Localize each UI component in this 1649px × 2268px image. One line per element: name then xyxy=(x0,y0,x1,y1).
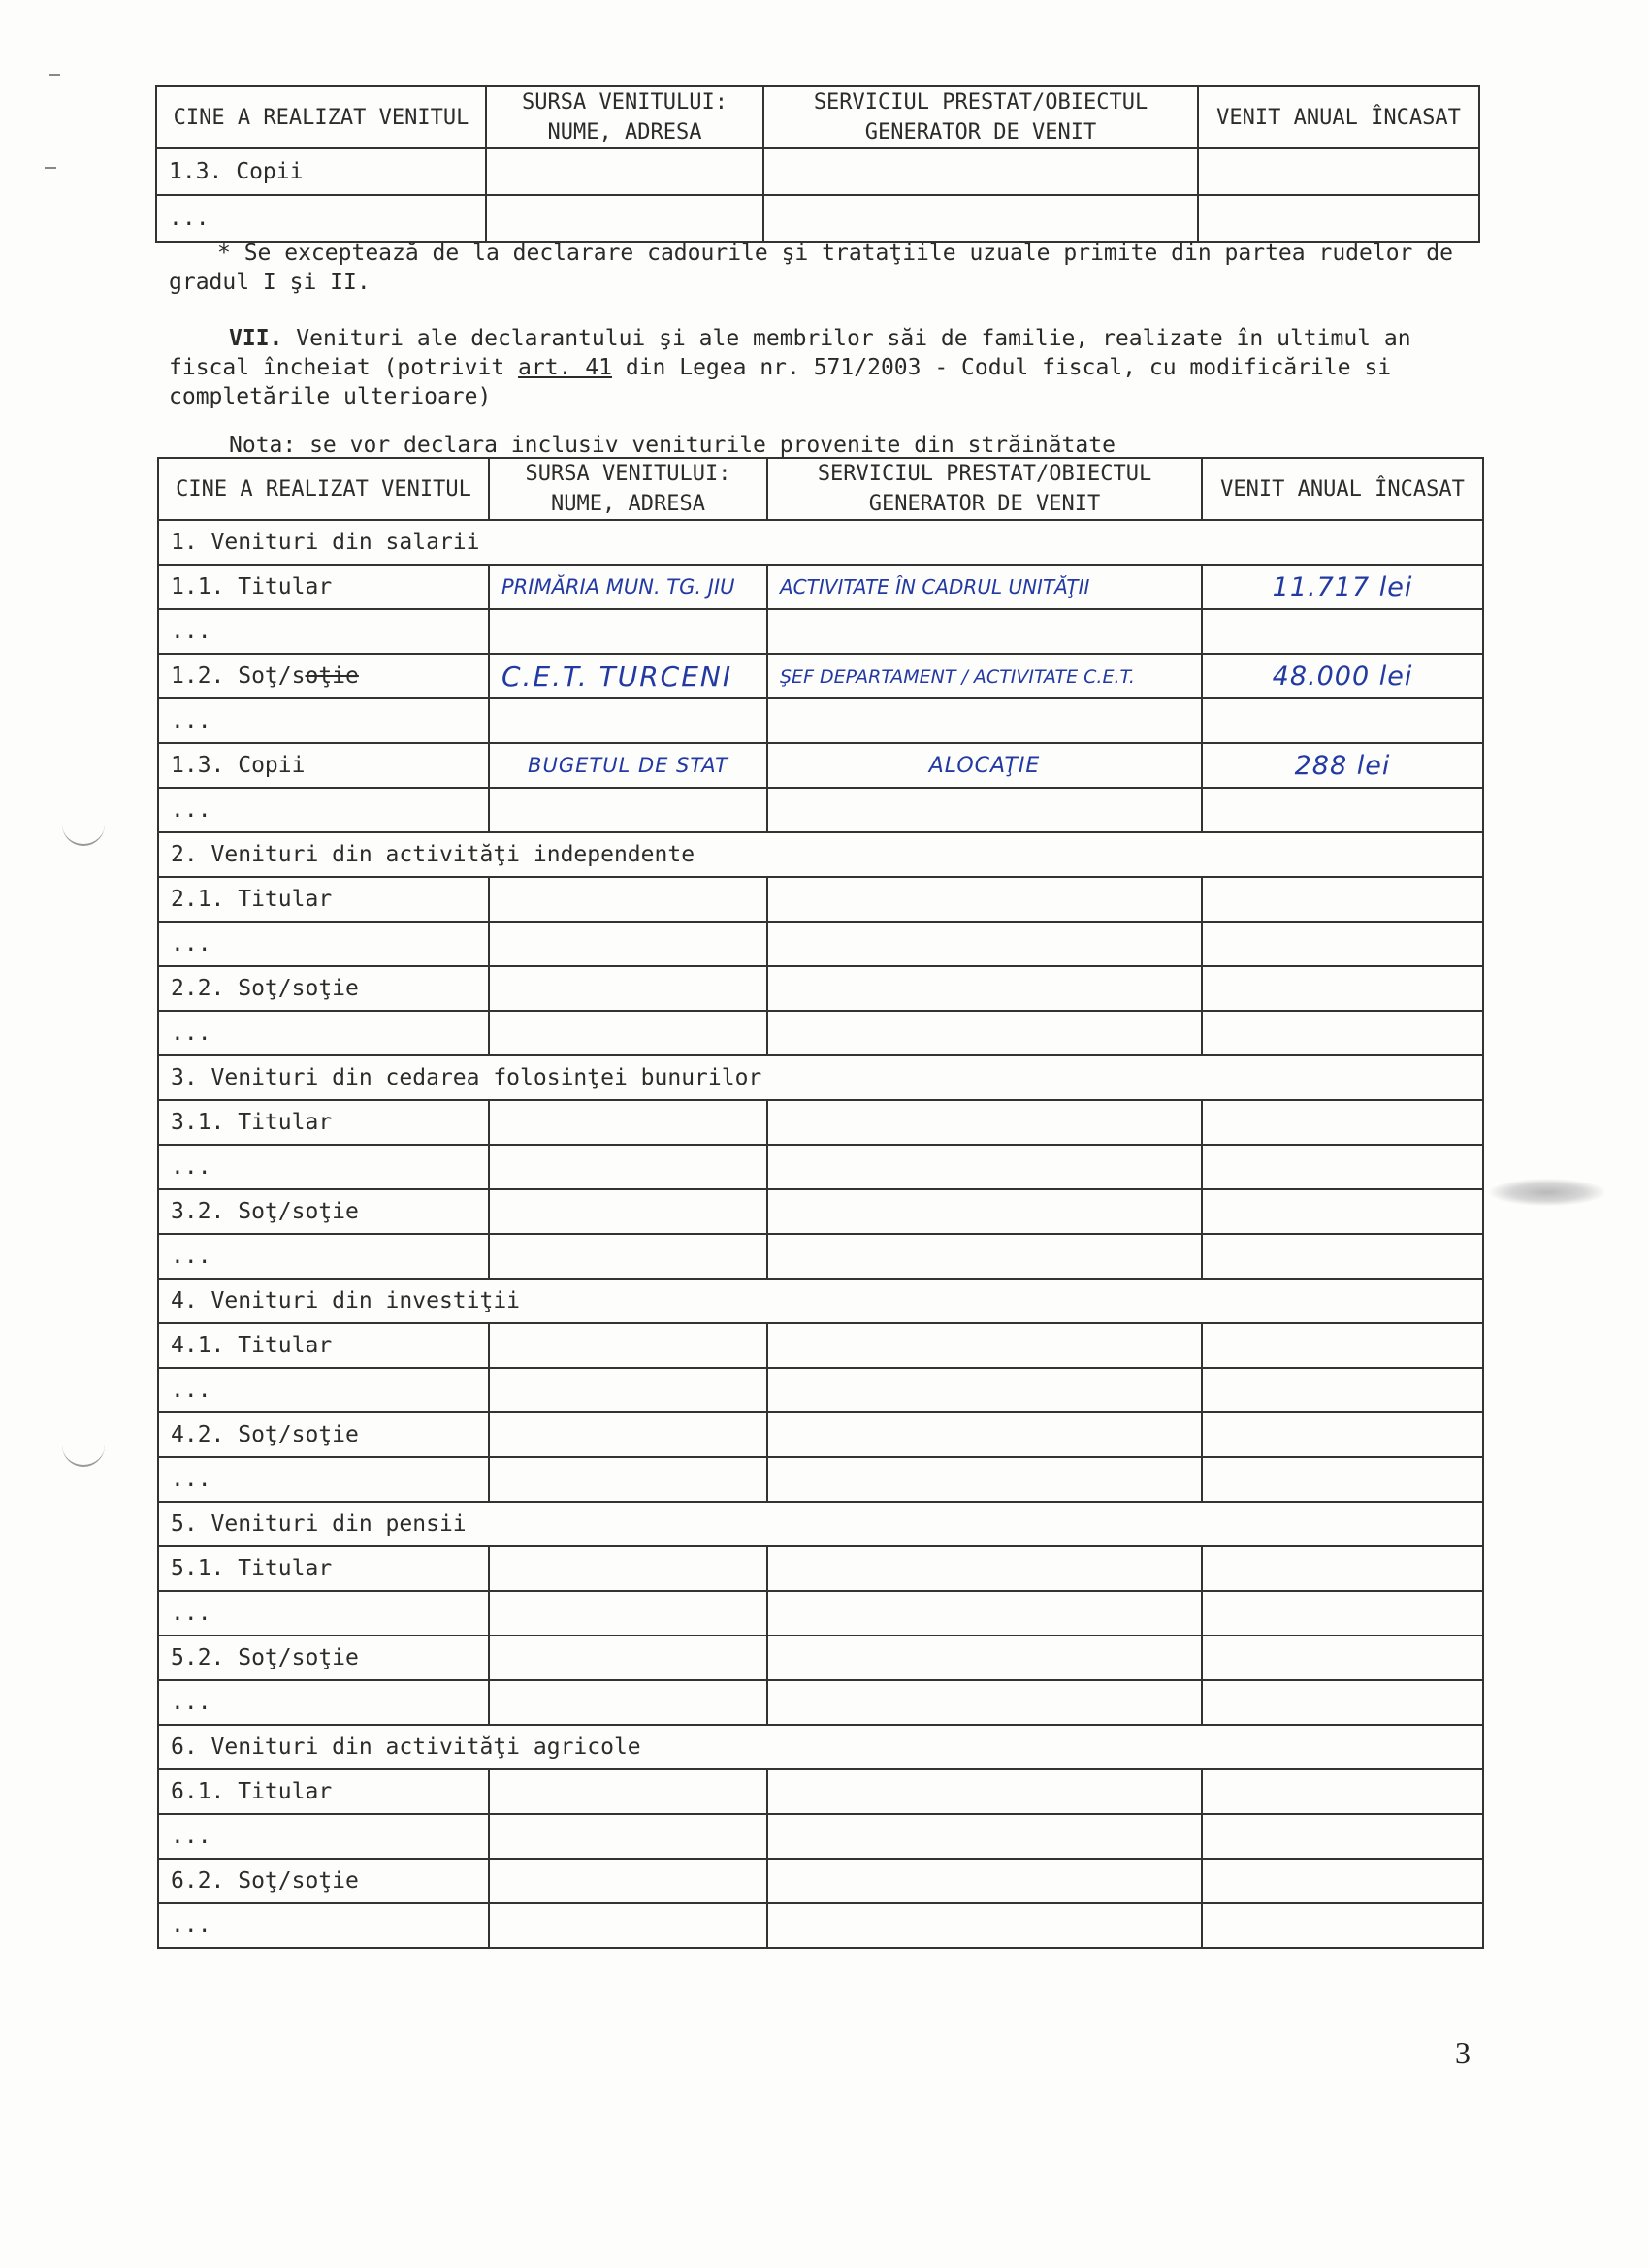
income-cell xyxy=(1202,1591,1483,1636)
table-row xyxy=(158,1323,1483,1368)
row-label: 3.1. Titular xyxy=(158,1100,489,1145)
source-cell xyxy=(489,698,767,743)
service-cell xyxy=(767,1769,1202,1814)
source-cell xyxy=(486,195,763,242)
income-cell xyxy=(1202,1189,1483,1234)
service-cell xyxy=(767,922,1202,966)
struck-text: oţie xyxy=(305,664,359,689)
income-cell xyxy=(1202,1011,1483,1055)
row-label: 5.2. Soţ/soţie xyxy=(158,1636,489,1680)
table-row xyxy=(158,1368,1483,1412)
income-cell xyxy=(1202,609,1483,654)
row-label: ... xyxy=(158,1680,489,1725)
table-row xyxy=(158,1636,1483,1680)
table-row xyxy=(158,1412,1483,1457)
row-label: 6.2. Soţ/soţie xyxy=(158,1859,489,1903)
income-cell xyxy=(1202,788,1483,832)
table-row xyxy=(158,1145,1483,1189)
section-title: 1. Venituri din salarii xyxy=(158,520,1483,565)
row-label: ... xyxy=(158,922,489,966)
source-cell xyxy=(489,1234,767,1279)
row-label: ... xyxy=(158,698,489,743)
table-row xyxy=(156,195,1479,242)
service-cell xyxy=(767,1234,1202,1279)
row-label: ... xyxy=(158,609,489,654)
service-cell xyxy=(767,698,1202,743)
source-cell xyxy=(489,1814,767,1859)
table-row xyxy=(158,877,1483,922)
row-label: 5.1. Titular xyxy=(158,1546,489,1591)
row-label: 1.3. Copii xyxy=(158,743,489,788)
punch-hole-mark xyxy=(62,823,105,846)
handwritten-service: ŞEF DEPARTAMENT / ACTIVITATE C.E.T. xyxy=(780,666,1135,688)
foreign-income-note: Nota: se vor declara inclusiv veniturile provenite din străinătate xyxy=(229,433,1116,458)
table-row xyxy=(158,788,1483,832)
table-row xyxy=(158,1591,1483,1636)
source-cell xyxy=(489,1680,767,1725)
income-table xyxy=(157,457,1484,1949)
section-row-agricultural xyxy=(158,1725,1483,1769)
income-cell xyxy=(1202,877,1483,922)
source-cell xyxy=(489,877,767,922)
service-cell xyxy=(767,565,1202,609)
row-label: ... xyxy=(158,1011,489,1055)
scan-smudge xyxy=(1489,1179,1605,1206)
section-title: 3. Venituri din cedarea folosinţei bunurilor xyxy=(158,1055,1483,1100)
row-label: ... xyxy=(156,195,486,242)
source-cell xyxy=(489,565,767,609)
row-label: 1.1. Titular xyxy=(158,565,489,609)
service-cell xyxy=(767,1814,1202,1859)
source-cell xyxy=(489,788,767,832)
section-title: 4. Venituri din investiţii xyxy=(158,1279,1483,1323)
page-number: 3 xyxy=(1455,2035,1471,2070)
income-cell xyxy=(1202,1636,1483,1680)
service-cell xyxy=(767,654,1202,698)
handwritten-source: PRIMĂRIA MUN. TG. JIU xyxy=(501,575,735,599)
row-label: ... xyxy=(158,1591,489,1636)
article-41-link[interactable]: art. 41 xyxy=(518,355,612,380)
row-label: ... xyxy=(158,1457,489,1502)
source-cell xyxy=(489,1145,767,1189)
service-cell xyxy=(767,1011,1202,1055)
handwritten-source: C.E.T. TURCENI xyxy=(501,660,733,693)
service-cell xyxy=(767,1457,1202,1502)
table-row xyxy=(158,966,1483,1011)
income-cell xyxy=(1202,743,1483,788)
table-row xyxy=(158,698,1483,743)
source-cell xyxy=(489,1591,767,1636)
service-cell xyxy=(763,148,1198,195)
service-cell xyxy=(767,966,1202,1011)
service-cell xyxy=(767,1859,1202,1903)
income-cell xyxy=(1202,1769,1483,1814)
row-label: 1.3. Copii xyxy=(156,148,486,195)
row-label: ... xyxy=(158,1903,489,1948)
service-cell xyxy=(767,1680,1202,1725)
section-title: 2. Venituri din activităţi independente xyxy=(158,832,1483,877)
source-cell xyxy=(489,1859,767,1903)
source-cell xyxy=(489,1011,767,1055)
source-cell xyxy=(489,1323,767,1368)
table-row xyxy=(158,1189,1483,1234)
source-cell xyxy=(489,1636,767,1680)
income-cell xyxy=(1202,1859,1483,1903)
source-cell xyxy=(489,922,767,966)
service-cell xyxy=(767,877,1202,922)
service-cell xyxy=(767,1189,1202,1234)
col-header-service: SERVICIUL PRESTAT/OBIECTUL GENERATOR DE VENIT xyxy=(763,86,1198,148)
service-cell xyxy=(767,1368,1202,1412)
income-cell xyxy=(1202,654,1483,698)
source-cell xyxy=(489,654,767,698)
section-row-investments xyxy=(158,1279,1483,1323)
row-label: ... xyxy=(158,1145,489,1189)
col-header-source: SURSA VENITULUI: NUME, ADRESA xyxy=(489,458,767,520)
handwritten-income: 11.717 lei xyxy=(1272,571,1413,602)
table-row xyxy=(158,922,1483,966)
handwritten-source: BUGETUL DE STAT xyxy=(528,754,728,777)
service-cell xyxy=(767,1546,1202,1591)
table-row xyxy=(158,1100,1483,1145)
income-cell xyxy=(1202,1814,1483,1859)
scan-mark xyxy=(48,74,60,76)
table-row xyxy=(158,743,1483,788)
table-row xyxy=(158,1769,1483,1814)
row-label: 3.2. Soţ/soţie xyxy=(158,1189,489,1234)
table-header-row xyxy=(156,86,1479,148)
handwritten-service: ACTIVITATE ÎN CADRUL UNITĂŢII xyxy=(780,575,1090,599)
income-cell xyxy=(1202,1145,1483,1189)
section-vii-paragraph xyxy=(169,324,1478,411)
row-label: ... xyxy=(158,1368,489,1412)
income-cell xyxy=(1202,1234,1483,1279)
service-cell xyxy=(767,1412,1202,1457)
source-cell xyxy=(489,1546,767,1591)
row-label: ... xyxy=(158,1814,489,1859)
income-cell xyxy=(1202,698,1483,743)
source-cell xyxy=(489,609,767,654)
table-row xyxy=(158,1457,1483,1502)
source-cell xyxy=(489,1903,767,1948)
table-row xyxy=(156,148,1479,195)
table-row xyxy=(158,1680,1483,1725)
source-cell xyxy=(489,1769,767,1814)
row-label xyxy=(158,654,489,698)
row-label: 4.2. Soţ/soţie xyxy=(158,1412,489,1457)
table-row xyxy=(158,1546,1483,1591)
service-cell xyxy=(767,1591,1202,1636)
income-cell xyxy=(1202,565,1483,609)
section-vii-text: Venituri ale declarantului şi ale membrilor săi de familie, realizate în ultimul an fiscal încheiat (potrivit xyxy=(169,326,1411,380)
income-cell xyxy=(1202,1680,1483,1725)
scan-mark xyxy=(45,167,56,169)
service-cell xyxy=(763,195,1198,242)
handwritten-service: ALOCAŢIE xyxy=(928,754,1041,778)
col-header-service: SERVICIUL PRESTAT/OBIECTUL GENERATOR DE VENIT xyxy=(767,458,1202,520)
col-header-income: VENIT ANUAL ÎNCASAT xyxy=(1198,86,1479,148)
service-cell xyxy=(767,788,1202,832)
income-cell xyxy=(1202,1412,1483,1457)
table-row xyxy=(158,1859,1483,1903)
income-cell xyxy=(1202,1457,1483,1502)
service-cell xyxy=(767,1100,1202,1145)
section-vii-text-after: din Legea nr. 571/2003 - Codul fiscal, cu modificările si completările ulterioare) xyxy=(169,355,1392,409)
row-label: 4.1. Titular xyxy=(158,1323,489,1368)
source-cell xyxy=(489,966,767,1011)
source-cell xyxy=(489,1368,767,1412)
service-cell xyxy=(767,1903,1202,1948)
section-row-independent xyxy=(158,832,1483,877)
row-label: 2.2. Soţ/soţie xyxy=(158,966,489,1011)
row-label: ... xyxy=(158,1234,489,1279)
table-row xyxy=(158,1011,1483,1055)
income-cell xyxy=(1202,1903,1483,1948)
income-cell xyxy=(1198,148,1479,195)
service-cell xyxy=(767,1145,1202,1189)
table-row xyxy=(158,654,1483,698)
section-title: 6. Venituri din activităţi agricole xyxy=(158,1725,1483,1769)
table-header-row xyxy=(158,458,1483,520)
col-header-income: VENIT ANUAL ÎNCASAT xyxy=(1202,458,1483,520)
table-row xyxy=(158,609,1483,654)
row-label-main: 1.2. Soţ/s xyxy=(171,664,306,689)
handwritten-income: 288 lei xyxy=(1294,750,1391,781)
section-vii-number: VII. xyxy=(229,326,283,351)
income-cell xyxy=(1202,1100,1483,1145)
source-cell xyxy=(489,1412,767,1457)
income-cell xyxy=(1202,922,1483,966)
income-cell xyxy=(1202,1368,1483,1412)
row-label: ... xyxy=(158,788,489,832)
table-row xyxy=(158,1234,1483,1279)
punch-hole-mark xyxy=(62,1443,105,1467)
source-cell xyxy=(486,148,763,195)
handwritten-income: 48.000 lei xyxy=(1272,661,1413,692)
table-row xyxy=(158,565,1483,609)
col-header-who: CINE A REALIZAT VENITUL xyxy=(156,86,486,148)
source-cell xyxy=(489,1189,767,1234)
service-cell xyxy=(767,743,1202,788)
section-title: 5. Venituri din pensii xyxy=(158,1502,1483,1546)
table-row xyxy=(158,1814,1483,1859)
col-header-who: CINE A REALIZAT VENITUL xyxy=(158,458,489,520)
income-cell xyxy=(1202,966,1483,1011)
service-cell xyxy=(767,1636,1202,1680)
income-cell xyxy=(1202,1323,1483,1368)
table-row xyxy=(158,1903,1483,1948)
source-cell xyxy=(489,1457,767,1502)
source-cell xyxy=(489,1100,767,1145)
section-row-pensions xyxy=(158,1502,1483,1546)
income-table-continued xyxy=(155,85,1480,243)
col-header-source: SURSA VENITULUI: NUME, ADRESA xyxy=(486,86,763,148)
section-row-salaries xyxy=(158,520,1483,565)
gifts-exception-note: * Se exceptează de la declarare cadourile şi trataţiile uzuale primite din partea rudelor de gradul I şi II. xyxy=(169,241,1453,295)
source-cell xyxy=(489,743,767,788)
row-label: 6.1. Titular xyxy=(158,1769,489,1814)
service-cell xyxy=(767,609,1202,654)
section-row-property-use xyxy=(158,1055,1483,1100)
row-label: 2.1. Titular xyxy=(158,877,489,922)
service-cell xyxy=(767,1323,1202,1368)
income-cell xyxy=(1198,195,1479,242)
income-cell xyxy=(1202,1546,1483,1591)
